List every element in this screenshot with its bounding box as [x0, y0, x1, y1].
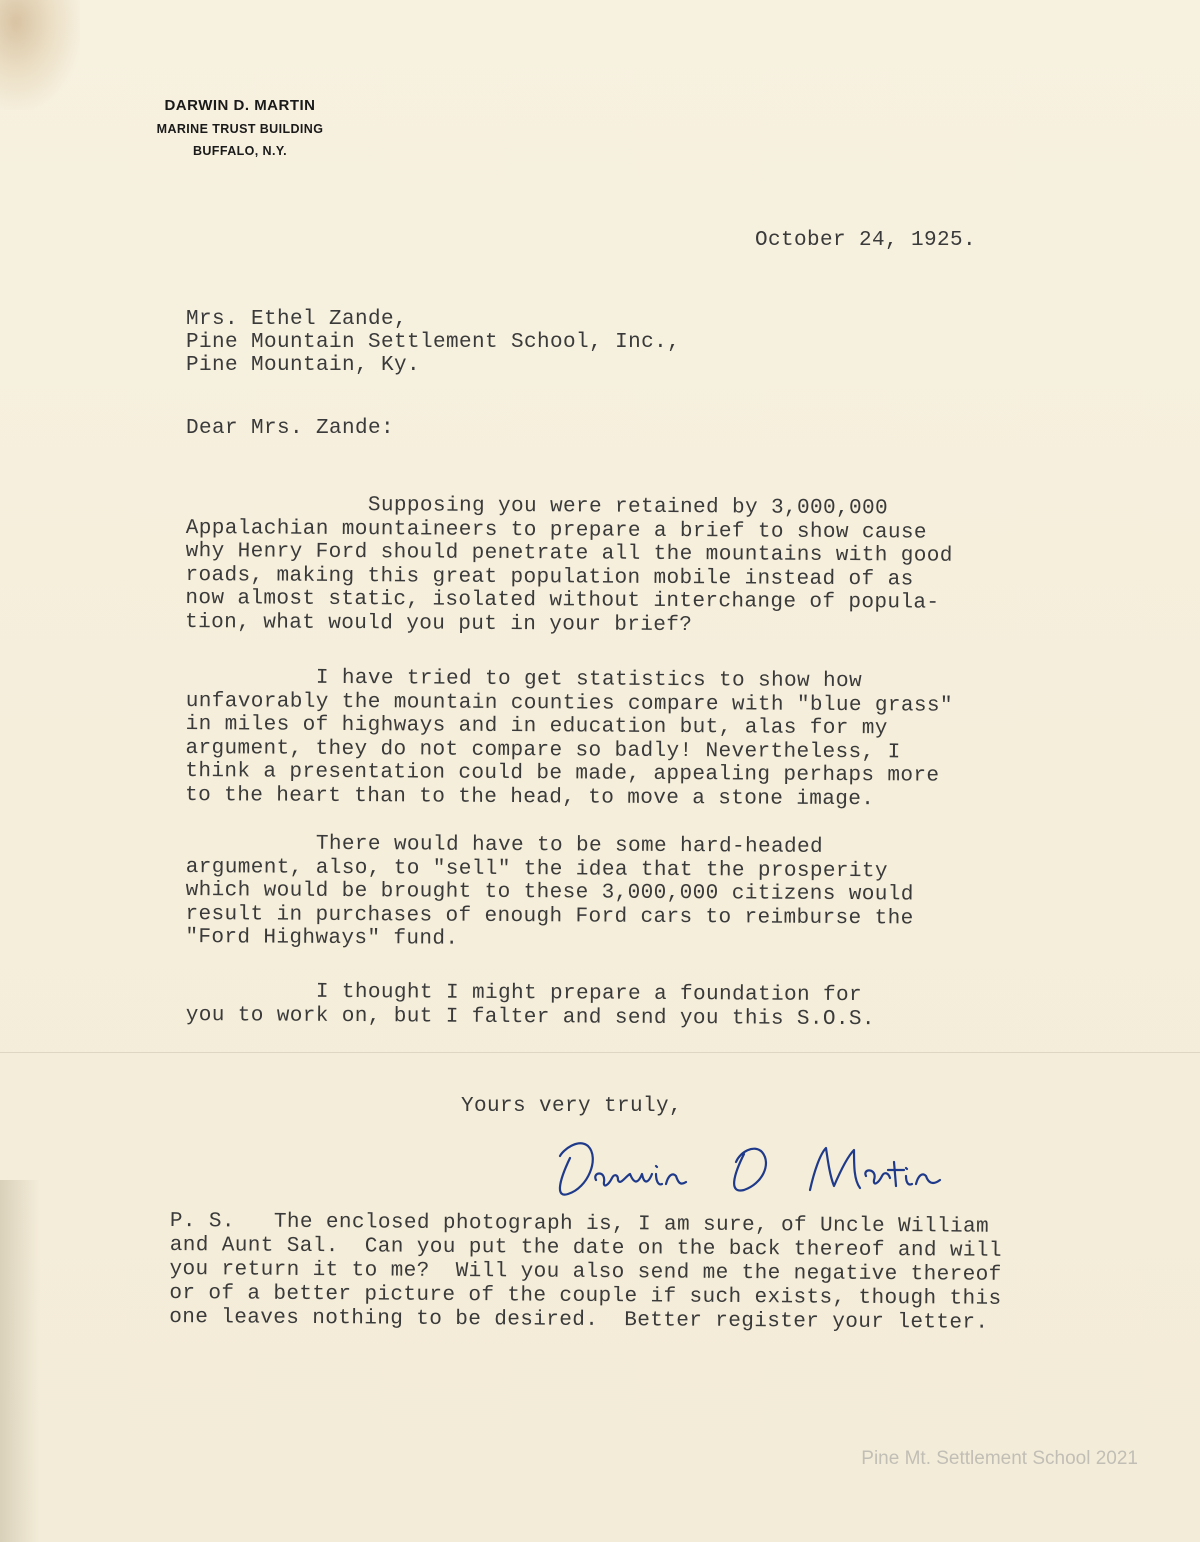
paper-fold-line	[0, 1052, 1200, 1053]
recipient-address	[186, 308, 680, 377]
address-line-2: Pine Mountain Settlement School, Inc.,	[186, 331, 681, 354]
letterhead-name: DARWIN D. MARTIN	[164, 97, 316, 114]
address-line-1: Mrs. Ethel Zande,	[186, 308, 408, 331]
body-paragraph-1: Supposing you were retained by 3,000,000 Appalachian mountaineers to prepare a brief to show cause why Henry Ford should penetrate all the mountains with good roads, making this great population mobile instead of as now almost static, isolated without interchange of popula- tion, what would you put in your brief?	[185, 493, 953, 637]
salutation: Dear Mrs. Zande:	[186, 417, 395, 440]
paper-stain	[0, 0, 80, 110]
letterhead	[130, 94, 350, 162]
watermark: Pine Mt. Settlement School 2021	[861, 1448, 1138, 1469]
body-paragraph-4: I thought I might prepare a foundation for you to work on, but I falter and send you this S.O.S.	[185, 980, 875, 1031]
closing: Yours very truly,	[461, 1095, 683, 1118]
postscript: P. S. The enclosed photograph is, I am sure, of Uncle William and Aunt Sal. Can you put the date on the back thereof and will you return it to me? Will you also send me the negative thereof or of a better picture of the couple if such exists, though this one leaves nothing to be desired. Better register your letter.	[169, 1210, 1002, 1335]
letterhead-building: MARINE TRUST BUILDING	[156, 122, 324, 136]
signature	[548, 1128, 1048, 1208]
body-paragraph-3: There would have to be some hard-headed argument, also, to "sell" the idea that the prosperity which would be brought to these 3,000,000 citizens would result in purchases of enough Ford cars to reimburse the "Ford Highways" fund.	[185, 832, 914, 951]
body-paragraph-2: I have tried to get statistics to show how unfavorably the mountain counties compare with "blue grass" in miles of highways and in education but, alas for my argument, they do not compare so badly! Nevertheless, I think a presentation could be made, appealing perhaps more to the heart than to the head, to move a stone image.	[185, 666, 953, 811]
paper-edge	[0, 1180, 40, 1542]
address-line-3: Pine Mountain, Ky.	[186, 354, 421, 377]
letterhead-city: BUFFALO, N.Y.	[192, 144, 288, 158]
letter-date: October 24, 1925.	[755, 229, 977, 252]
